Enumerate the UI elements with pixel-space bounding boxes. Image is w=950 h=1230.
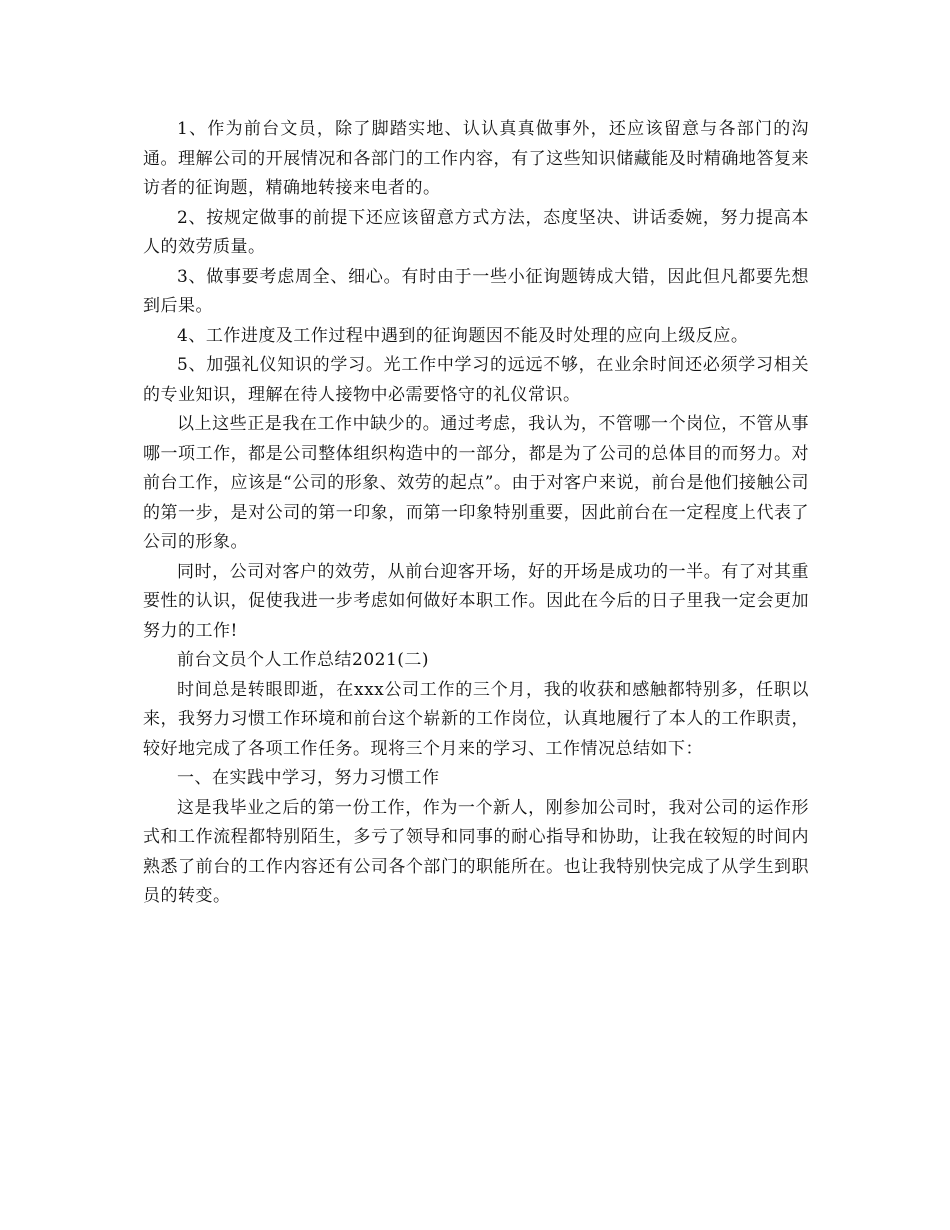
paragraph-reflection: 以上这些正是我在工作中缺少的。通过考虑，我认为，不管哪一个岗位，不管从事哪一项工作，都是公司整体组织构造中的一部分，都是为了公司的总体目的而努力。对前台工作，应该是“公司的形象、效劳的起点”。由于对客户来说，前台是他们接触公司的第一步，是对公司的第一印象，而第一印象特别重要，因此前台在一定程度上代表了公司的形象。	[143, 414, 809, 552]
paragraph-item-2: 2、按规定做事的前提下还应该留意方式方法，态度坚决、讲话委婉，努力提高本人的效劳质量。	[143, 207, 809, 257]
paragraph-conclusion: 同时，公司对客户的效劳，从前台迎客开场，好的开场是成功的一半。有了对其重要性的认识，促使我进一步考虑如何做好本职工作。因此在今后的日子里我一定会更加努力的工作!	[143, 561, 809, 641]
subsection-heading: 一、在实践中学习，努力习惯工作	[177, 768, 440, 788]
paragraph-item-5: 5、加强礼仪知识的学习。光工作中学习的远远不够，在业余时间还必须学习相关的专业知识，理解在待人接物中必需要恪守的礼仪常识。	[143, 355, 809, 405]
paragraph-intro: 时间总是转眼即逝，在xxx公司工作的三个月，我的收获和感触都特别多，任职以来，我努力习惯工作环境和前台这个崭新的工作岗位，认真地履行了本人的工作职责，较好地完成了各项工作任务。现将三个月来的学习、工作情况总结如下：	[143, 679, 809, 759]
paragraph-item-3: 3、做事要考虑周全、细心。有时由于一些小征询题铸成大错，因此但凡都要先想到后果。	[143, 266, 809, 316]
section-title: 前台文员个人工作总结2021(二)	[177, 650, 430, 670]
document-page	[143, 115, 809, 912]
paragraph-item-1: 1、作为前台文员，除了脚踏实地、认认真真做事外，还应该留意与各部门的沟通。理解公司的开展情况和各部门的工作内容，有了这些知识储藏能及时精确地答复来访者的征询题，精确地转接来电者的。	[143, 119, 809, 198]
paragraph-first-job: 这是我毕业之后的第一份工作，作为一个新人，刚参加公司时，我对公司的运作形式和工作流程都特别陌生，多亏了领导和同事的耐心指导和协助，让我在较短的时间内熟悉了前台的工作内容还有公司各个部门的职能所在。也让我特别快完成了从学生到职员的转变。	[143, 797, 809, 906]
paragraph-item-4: 4、工作进度及工作过程中遇到的征询题因不能及时处理的应向上级反应。	[177, 325, 749, 346]
